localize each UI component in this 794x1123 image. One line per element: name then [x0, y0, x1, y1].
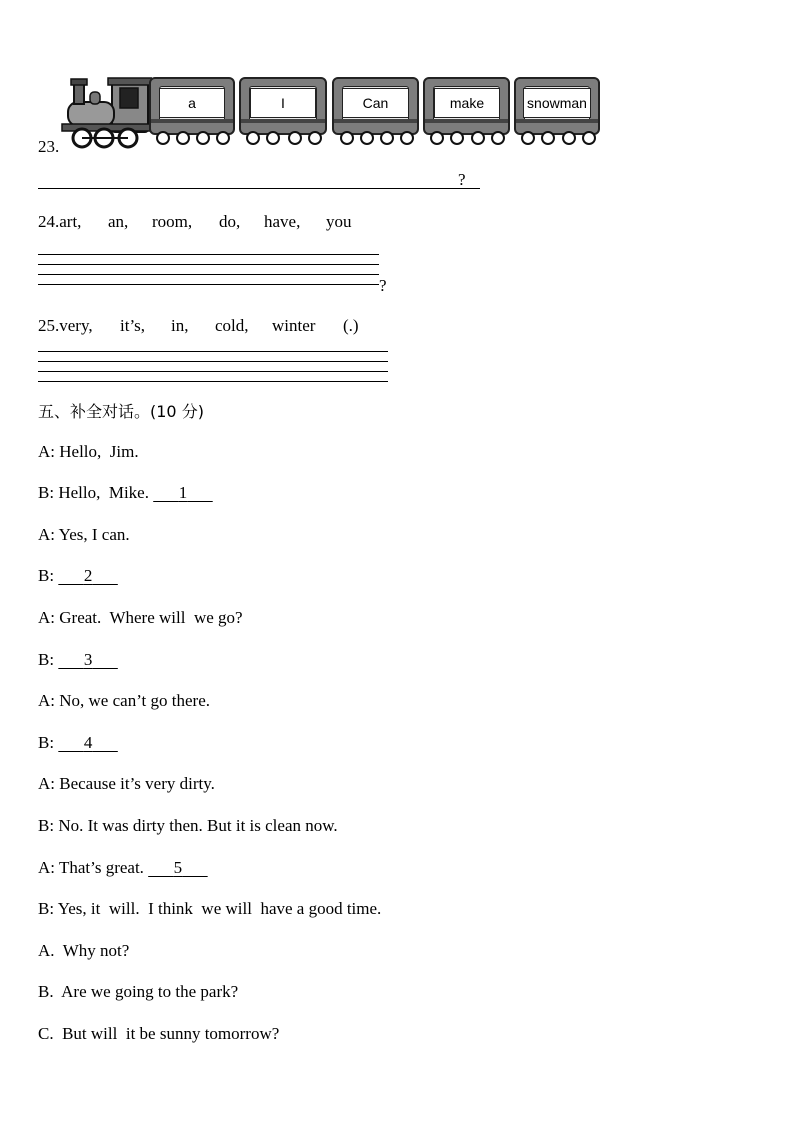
locomotive-icon — [60, 74, 152, 150]
word-item: (.) — [343, 316, 359, 335]
word-item: have, — [264, 212, 301, 231]
word-item: you — [326, 212, 352, 231]
dialogue-line: B: 3 — [38, 650, 118, 670]
answer-line[interactable] — [38, 371, 388, 372]
word-item: in, — [171, 316, 189, 335]
train-word-card: make — [434, 88, 500, 118]
section-title: 五、补全对话。(10 分) — [38, 402, 204, 421]
train-word-card: Can — [342, 88, 409, 118]
dialogue-line: A: Great. Where will we go? — [38, 608, 243, 627]
dialogue-line: B: Yes, it will. I think we will have a good time. — [38, 899, 382, 918]
dialogue-line: B: Hello, Mike. 1 — [38, 483, 213, 503]
word-item: do, — [219, 212, 241, 231]
dialogue-line: A: Yes, I can. — [38, 525, 130, 544]
blank-4[interactable]: 4 — [83, 733, 93, 752]
blank-1[interactable]: 1 — [178, 483, 188, 502]
blank-5[interactable]: 5 — [173, 858, 183, 877]
end-punctuation: ? — [458, 170, 466, 189]
answer-line[interactable] — [38, 351, 388, 352]
word-item: art, — [59, 212, 82, 231]
question-number: 23. — [38, 137, 60, 156]
option-c: C. But will it be sunny tomorrow? — [38, 1024, 280, 1043]
word-item: very, — [59, 316, 93, 335]
answer-line[interactable] — [38, 381, 388, 382]
word-item: cold, — [215, 316, 249, 335]
dialogue-line: B: 4 — [38, 733, 118, 753]
answer-line[interactable] — [38, 284, 379, 285]
dialogue-line: B: No. It was dirty then. But it is clean now. — [38, 816, 338, 835]
word-item: it’s, — [120, 316, 146, 335]
blank-3[interactable]: 3 — [83, 650, 93, 669]
answer-line[interactable] — [38, 254, 379, 255]
answer-line[interactable] — [38, 264, 379, 265]
train-word-card: snowman — [523, 88, 591, 118]
question-25 — [38, 316, 359, 336]
train-word-card: I — [250, 88, 316, 118]
word-item: an, — [108, 212, 129, 231]
answer-line[interactable] — [38, 361, 388, 362]
answer-line[interactable] — [38, 274, 379, 275]
dialogue-line: A: No, we can’t go there. — [38, 691, 210, 710]
option-a: A. Why not? — [38, 941, 130, 960]
question-number: 24. — [38, 212, 60, 231]
question-24 — [38, 212, 352, 232]
word-item: winter — [272, 316, 316, 335]
end-punctuation: ? — [379, 276, 387, 295]
question-number: 25. — [38, 316, 60, 335]
dialogue-line: B: 2 — [38, 566, 118, 586]
option-b: B. Are we going to the park? — [38, 982, 239, 1001]
dialogue-line: A: Because it’s very dirty. — [38, 774, 215, 793]
answer-line[interactable] — [38, 188, 480, 189]
word-item: room, — [152, 212, 193, 231]
blank-2[interactable]: 2 — [83, 566, 93, 585]
train-word-card: a — [159, 88, 225, 118]
dialogue-line: A: That’s great. 5 — [38, 858, 208, 878]
dialogue-line: A: Hello, Jim. — [38, 442, 139, 461]
